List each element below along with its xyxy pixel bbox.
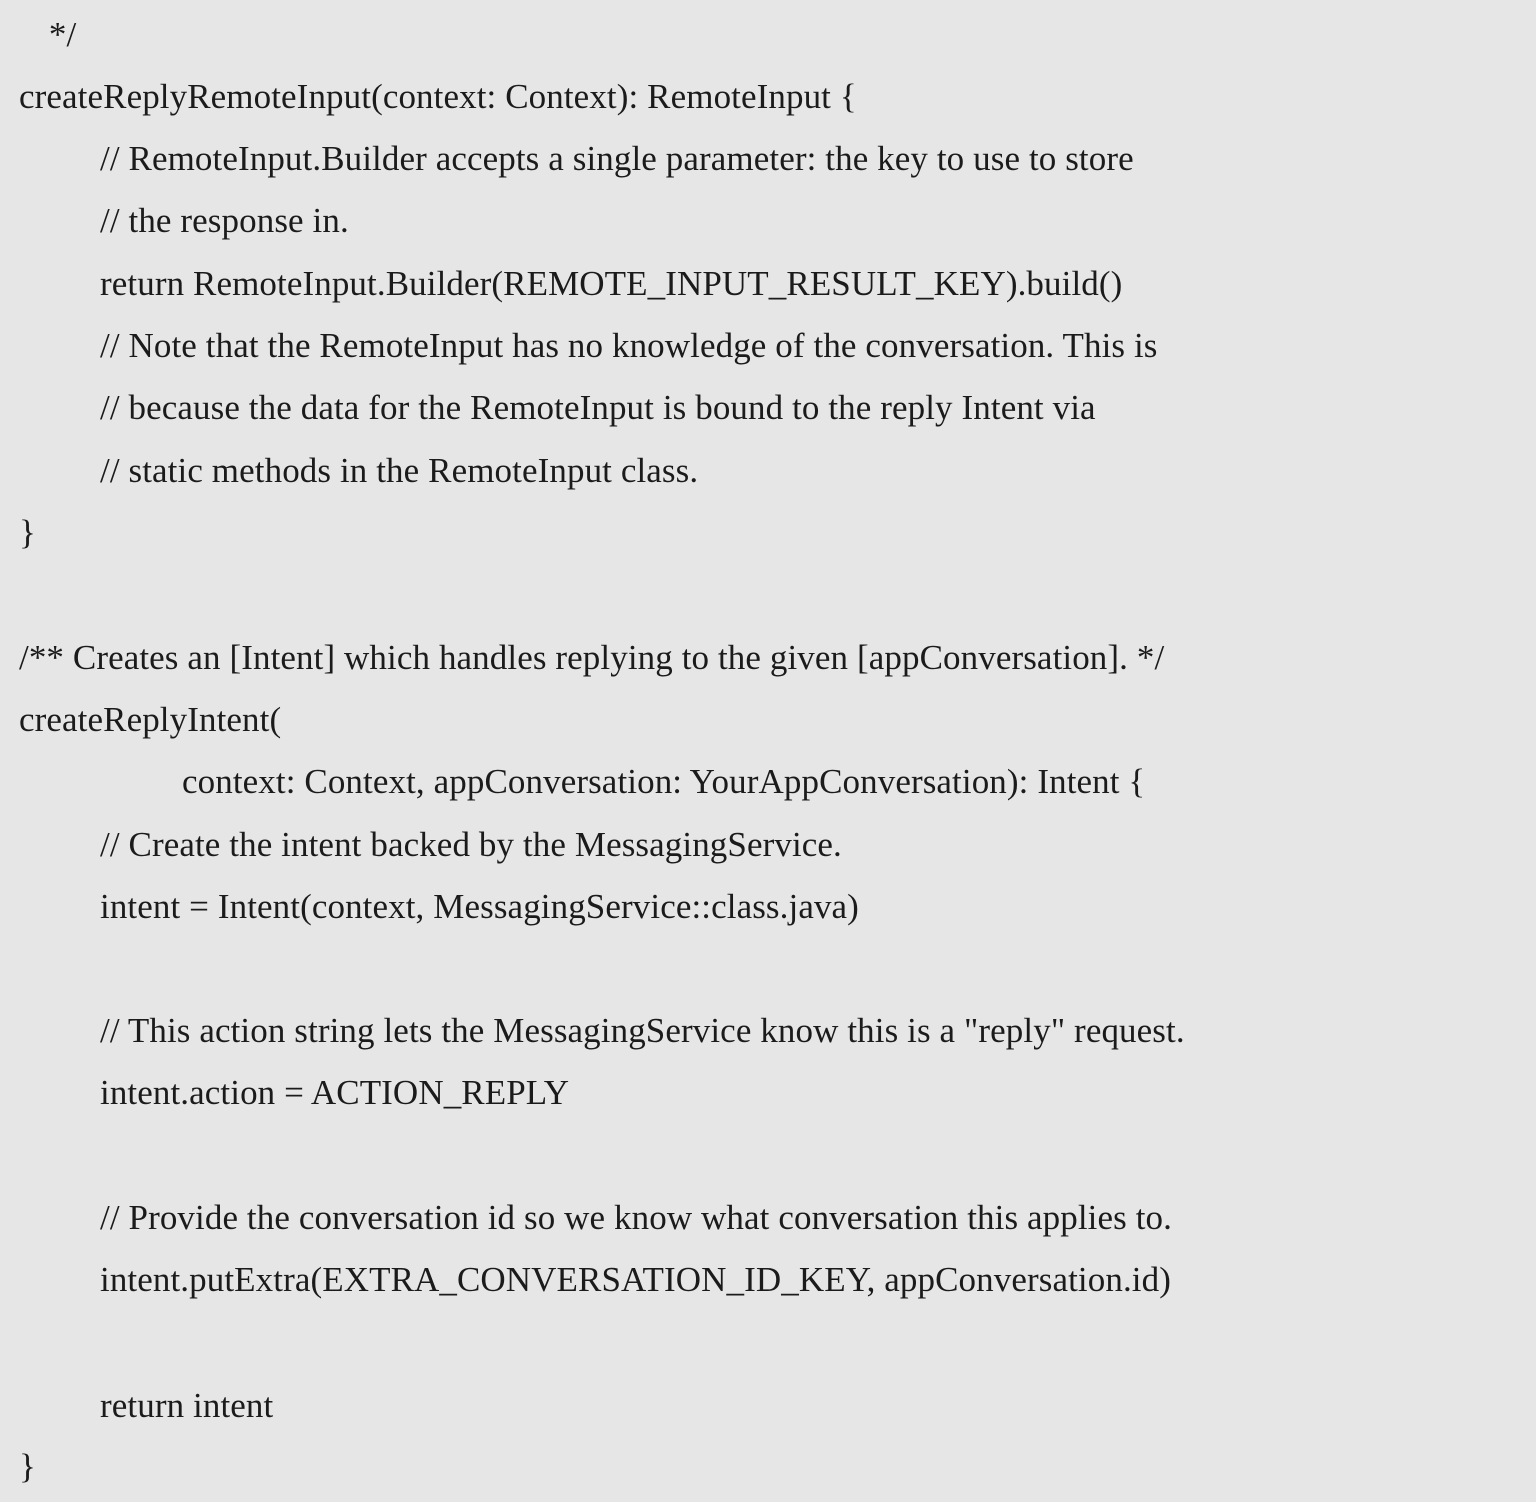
code-line-statement: intent.putExtra(EXTRA_CONVERSATION_ID_KEY, appConversation.id) [100,1260,1171,1299]
code-line-comment: // This action string lets the MessagingService know this is a "reply" request. [100,1011,1185,1050]
code-line-comment: // Note that the RemoteInput has no knowledge of the conversation. This is [100,326,1158,365]
code-line-closing-brace: } [19,513,36,552]
code-line-comment: // Provide the conversation id so we know what conversation this applies to. [100,1198,1172,1237]
code-line-statement: intent = Intent(context, MessagingService::class.java) [100,887,859,926]
code-line-return: return RemoteInput.Builder(REMOTE_INPUT_RESULT_KEY).build() [100,264,1123,303]
code-line-function-signature: createReplyRemoteInput(context: Context): RemoteInput { [19,77,857,116]
code-line-closing-brace: } [19,1447,36,1486]
code-line-comment: // static methods in the RemoteInput class. [100,451,699,490]
code-line-return: return intent [100,1386,274,1425]
code-line-comment: // RemoteInput.Builder accepts a single parameter: the key to use to store [100,139,1134,178]
code-line-comment-end: */ [40,15,77,54]
code-line-comment: // Create the intent backed by the MessagingService. [100,825,842,864]
code-line-comment: // the response in. [100,201,349,240]
code-line-parameters: context: Context, appConversation: YourAppConversation): Intent { [182,762,1146,801]
code-line-comment: // because the data for the RemoteInput is bound to the reply Intent via [100,388,1096,427]
code-line-function-signature: createReplyIntent( [19,700,282,739]
code-line-statement: intent.action = ACTION_REPLY [100,1073,570,1112]
code-line-doc-comment: /** Creates an [Intent] which handles replying to the given [appConversation]. */ [19,638,1165,677]
